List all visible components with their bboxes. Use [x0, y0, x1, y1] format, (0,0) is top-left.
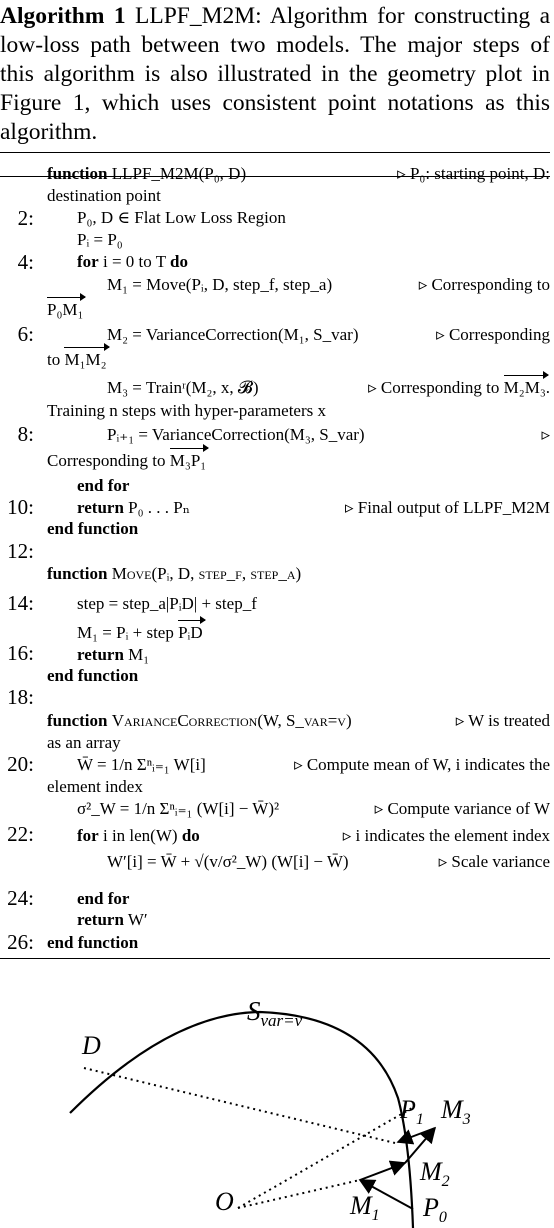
- comment-19: ▹ W is treated: [455, 711, 550, 730]
- algo-line-13: function Move(Pᵢ, D, step_f, step_a): [47, 564, 302, 583]
- line-number: 10:: [7, 495, 34, 519]
- line-number: 20:: [7, 752, 34, 776]
- algo-line-6-cont: to M₁M₂: [47, 350, 107, 369]
- comment-20: ▹ Compute mean of W, i indicates the: [294, 755, 550, 774]
- algo-line-26: end function: [47, 933, 139, 952]
- algorithm-caption: [0, 2, 550, 147]
- line-number: 26:: [7, 930, 34, 954]
- line-number: 6:: [17, 322, 34, 346]
- comment-23: ▹ Scale variance: [438, 852, 550, 871]
- comment-22: ▹ i indicates the element index: [342, 826, 550, 845]
- top-rule: [0, 152, 550, 153]
- algo-line-15: M₁ = Pᵢ + step PᵢD: [77, 623, 203, 642]
- line-number: 2:: [17, 206, 34, 230]
- algorithm-name: LLPF_M2M: [135, 3, 256, 29]
- algo-line-19: function VarianceCorrection(W, S_var=v): [47, 711, 352, 730]
- comment-7: ▹ Corresponding to M₂M₃.: [368, 378, 550, 397]
- algo-line-5: M₁ = Move(Pᵢ, D, step_f, step_a): [107, 275, 333, 294]
- arrow-m1-m2: [360, 1163, 405, 1180]
- label-d: D: [82, 1031, 101, 1060]
- line-number: 16:: [7, 641, 34, 665]
- label-s-var: $S_{var=v}$: [247, 996, 303, 1030]
- label-o: O: [215, 1187, 234, 1216]
- algo-line-20: W̄ = 1/n Σⁿᵢ₌₁ W[i]: [77, 755, 206, 774]
- comment-5: ▹ Corresponding to: [418, 275, 550, 294]
- comment-6: ▹ Corresponding: [436, 325, 550, 344]
- algo-line-5-cont: P₀M₁: [47, 300, 84, 319]
- dotted-line-p1: [238, 1108, 412, 1208]
- label-m1: $M_1$: [350, 1191, 380, 1224]
- dotted-line-m1: [238, 1180, 360, 1208]
- label-p0: $P_0$: [423, 1193, 447, 1226]
- algo-line-11: end function: [47, 519, 139, 538]
- algo-line-1-cont: destination point: [47, 186, 161, 205]
- algo-line-7: M₃ = Trainʳ(M₂, x, 𝓑): [107, 378, 259, 397]
- algo-line-8-cont: Corresponding to M₃P₁: [47, 451, 207, 470]
- comment-21: ▹ Compute variance of W: [374, 799, 550, 818]
- algo-line-7-cont: Training n steps with hyper-parameters x: [47, 401, 327, 420]
- label-m2: $M_2$: [420, 1157, 450, 1190]
- dotted-line-d: [84, 1068, 395, 1143]
- line-number: 4:: [17, 250, 34, 274]
- algo-line-3: Pᵢ = P₀: [77, 230, 123, 249]
- algo-line-9: end for: [77, 476, 130, 495]
- algo-line-17: end function: [47, 666, 139, 685]
- algo-line-14: step = step_a|PᵢD| + step_f: [77, 594, 257, 613]
- label-p1: $P_1$: [400, 1095, 424, 1128]
- algo-line-21: σ²_W = 1/n Σⁿᵢ₌₁ (W[i] − W̄)²: [77, 799, 280, 818]
- comment-10: ▹ Final output of LLPF_M2M: [345, 498, 550, 517]
- line-number: 18:: [7, 685, 34, 709]
- bottom-rule: [0, 958, 550, 959]
- algo-line-10: return P₀ . . . Pₙ: [77, 498, 191, 517]
- algo-line-22: for i in len(W) do: [77, 826, 200, 845]
- geometry-figure: [0, 968, 554, 1228]
- caption-text: : Algorithm for constructing a low-loss path between two models. The major steps of this algorithm is also illustrated in the geometry plot in Figure 1, which uses consistent point notations as this algorithm.: [0, 3, 550, 145]
- algo-line-23: W′[i] = W̄ + √(v/σ²_W) (W[i] − W̄): [107, 852, 349, 871]
- algo-line-6: M₂ = VarianceCorrection(M₁, S_var): [107, 325, 359, 344]
- line-number: 12:: [7, 539, 34, 563]
- line-number: 8:: [17, 422, 34, 446]
- algo-line-20-cont: element index: [47, 777, 143, 796]
- comment-8: ▹: [541, 425, 550, 444]
- algo-line-25: return W′: [77, 910, 148, 929]
- algo-line-2: P₀, D ∈ Flat Low Loss Region: [77, 208, 286, 227]
- algo-line-19-cont: as an array: [47, 733, 121, 752]
- algorithm-label: Algorithm 1: [0, 3, 126, 29]
- algo-line-4: for i = 0 to T do: [77, 252, 188, 271]
- line-number: 22:: [7, 822, 34, 846]
- algo-line-24: end for: [77, 889, 130, 908]
- line-number: 14:: [7, 591, 34, 615]
- label-m3: $M_3$: [441, 1095, 471, 1128]
- algo-line-16: return M₁: [77, 645, 150, 664]
- algo-line-1: function LLPF_M2M(P₀, D): [47, 164, 247, 183]
- comment-1: ▹ P₀: starting point, D:: [397, 164, 550, 183]
- line-number: 24:: [7, 886, 34, 910]
- algo-line-8: Pᵢ₊₁ = VarianceCorrection(M₃, S_var): [107, 425, 365, 444]
